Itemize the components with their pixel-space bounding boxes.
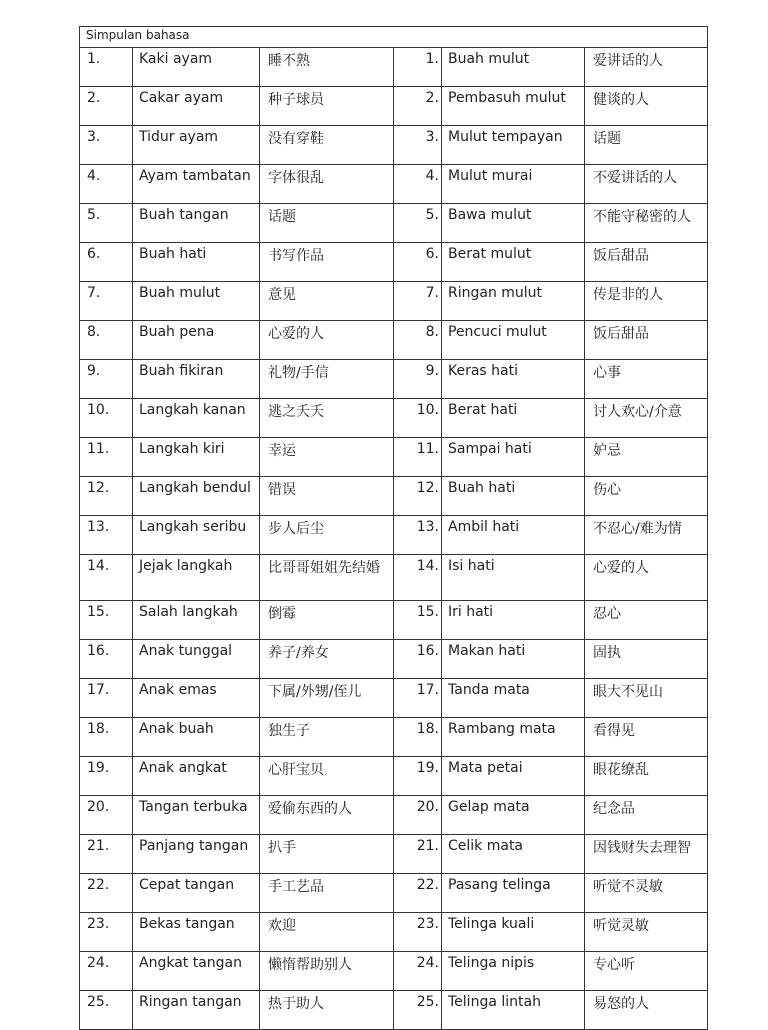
right-meaning: 心事 — [585, 360, 708, 399]
right-meaning: 不爱讲话的人 — [585, 165, 708, 204]
table-caption-row — [80, 27, 708, 48]
right-idiom: Iri hati — [442, 601, 585, 640]
right-number: 24. — [394, 952, 442, 991]
right-number: 19. — [394, 757, 442, 796]
left-number: 22. — [80, 874, 133, 913]
left-number: 17. — [80, 679, 133, 718]
right-idiom: Pasang telinga — [442, 874, 585, 913]
table-row — [80, 874, 708, 913]
right-meaning: 眼大不见山 — [585, 679, 708, 718]
right-number: 4. — [394, 165, 442, 204]
right-meaning: 不忍心/难为情 — [585, 516, 708, 555]
left-number: 16. — [80, 640, 133, 679]
right-idiom: Ringan mulut — [442, 282, 585, 321]
right-idiom: Mulut murai — [442, 165, 585, 204]
right-meaning: 固执 — [585, 640, 708, 679]
table-title: Simpulan bahasa — [80, 27, 708, 48]
table-row — [80, 757, 708, 796]
right-idiom: Pencuci mulut — [442, 321, 585, 360]
right-number: 21. — [394, 835, 442, 874]
right-idiom: Bawa mulut — [442, 204, 585, 243]
left-meaning: 幸运 — [260, 438, 394, 477]
left-idiom: Langkah seribu — [133, 516, 260, 555]
right-meaning: 话题 — [585, 126, 708, 165]
left-number: 7. — [80, 282, 133, 321]
left-idiom: Cepat tangan — [133, 874, 260, 913]
right-meaning: 忍心 — [585, 601, 708, 640]
left-idiom: Tidur ayam — [133, 126, 260, 165]
table-row — [80, 796, 708, 835]
left-meaning: 字体很乱 — [260, 165, 394, 204]
left-meaning: 扒手 — [260, 835, 394, 874]
left-number: 15. — [80, 601, 133, 640]
right-idiom: Makan hati — [442, 640, 585, 679]
right-meaning: 伤心 — [585, 477, 708, 516]
left-meaning: 独生子 — [260, 718, 394, 757]
right-idiom: Berat mulut — [442, 243, 585, 282]
left-meaning: 睡不熟 — [260, 48, 394, 87]
left-number: 6. — [80, 243, 133, 282]
table-row — [80, 718, 708, 757]
left-meaning: 下属/外甥/侄儿 — [260, 679, 394, 718]
left-number: 9. — [80, 360, 133, 399]
left-idiom: Ringan tangan — [133, 991, 260, 1030]
left-number: 23. — [80, 913, 133, 952]
right-number: 15. — [394, 601, 442, 640]
left-idiom: Anak buah — [133, 718, 260, 757]
left-meaning: 热于助人 — [260, 991, 394, 1030]
table-row — [80, 204, 708, 243]
table-row — [80, 438, 708, 477]
left-number: 8. — [80, 321, 133, 360]
left-idiom: Anak angkat — [133, 757, 260, 796]
right-number: 11. — [394, 438, 442, 477]
table-row — [80, 399, 708, 438]
left-idiom: Angkat tangan — [133, 952, 260, 991]
left-meaning: 种子球员 — [260, 87, 394, 126]
left-number: 19. — [80, 757, 133, 796]
left-idiom: Anak emas — [133, 679, 260, 718]
left-meaning: 养子/养女 — [260, 640, 394, 679]
left-meaning: 没有穿鞋 — [260, 126, 394, 165]
right-meaning: 纪念品 — [585, 796, 708, 835]
left-number: 12. — [80, 477, 133, 516]
table-row — [80, 48, 708, 87]
right-number: 17. — [394, 679, 442, 718]
right-idiom: Celik mata — [442, 835, 585, 874]
right-meaning: 听觉灵敏 — [585, 913, 708, 952]
left-idiom: Langkah kanan — [133, 399, 260, 438]
right-idiom: Rambang mata — [442, 718, 585, 757]
right-meaning: 妒忌 — [585, 438, 708, 477]
right-number: 18. — [394, 718, 442, 757]
table-row — [80, 87, 708, 126]
left-number: 3. — [80, 126, 133, 165]
table-row — [80, 640, 708, 679]
right-number: 6. — [394, 243, 442, 282]
left-meaning: 礼物/手信 — [260, 360, 394, 399]
right-meaning: 饭后甜品 — [585, 321, 708, 360]
left-idiom: Buah mulut — [133, 282, 260, 321]
left-idiom: Buah hati — [133, 243, 260, 282]
left-meaning: 爱偷东西的人 — [260, 796, 394, 835]
table-row — [80, 516, 708, 555]
right-idiom: Ambil hati — [442, 516, 585, 555]
left-idiom: Buah pena — [133, 321, 260, 360]
table-row — [80, 679, 708, 718]
left-idiom: Kaki ayam — [133, 48, 260, 87]
table-row — [80, 126, 708, 165]
left-meaning: 心肝宝贝 — [260, 757, 394, 796]
left-number: 14. — [80, 555, 133, 601]
right-idiom: Mata petai — [442, 757, 585, 796]
right-idiom: Tanda mata — [442, 679, 585, 718]
left-idiom: Ayam tambatan — [133, 165, 260, 204]
left-idiom: Jejak langkah — [133, 555, 260, 601]
right-number: 8. — [394, 321, 442, 360]
right-idiom: Berat hati — [442, 399, 585, 438]
right-number: 20. — [394, 796, 442, 835]
right-meaning: 健谈的人 — [585, 87, 708, 126]
table-row — [80, 913, 708, 952]
left-idiom: Cakar ayam — [133, 87, 260, 126]
right-meaning: 心爱的人 — [585, 555, 708, 601]
right-number: 10. — [394, 399, 442, 438]
left-meaning: 心爱的人 — [260, 321, 394, 360]
left-number: 21. — [80, 835, 133, 874]
table-row — [80, 165, 708, 204]
right-meaning: 爱讲话的人 — [585, 48, 708, 87]
left-number: 4. — [80, 165, 133, 204]
right-idiom: Mulut tempayan — [442, 126, 585, 165]
right-idiom: Telinga nipis — [442, 952, 585, 991]
left-idiom: Buah tangan — [133, 204, 260, 243]
right-number: 1. — [394, 48, 442, 87]
left-idiom: Buah fikiran — [133, 360, 260, 399]
right-meaning: 讨人欢心/介意 — [585, 399, 708, 438]
left-meaning: 懒惰帮助别人 — [260, 952, 394, 991]
left-number: 11. — [80, 438, 133, 477]
left-meaning: 意见 — [260, 282, 394, 321]
table-row — [80, 243, 708, 282]
right-number: 12. — [394, 477, 442, 516]
right-idiom: Isi hati — [442, 555, 585, 601]
right-meaning: 饭后甜品 — [585, 243, 708, 282]
left-number: 13. — [80, 516, 133, 555]
right-meaning: 眼花缭乱 — [585, 757, 708, 796]
right-number: 9. — [394, 360, 442, 399]
table-row — [80, 601, 708, 640]
left-number: 18. — [80, 718, 133, 757]
right-number: 25. — [394, 991, 442, 1030]
right-idiom: Pembasuh mulut — [442, 87, 585, 126]
left-number: 10. — [80, 399, 133, 438]
right-meaning: 易怒的人 — [585, 991, 708, 1030]
right-meaning: 听觉不灵敏 — [585, 874, 708, 913]
left-meaning: 倒霉 — [260, 601, 394, 640]
right-idiom: Telinga kuali — [442, 913, 585, 952]
left-idiom: Langkah kiri — [133, 438, 260, 477]
right-idiom: Telinga lintah — [442, 991, 585, 1030]
table-body — [80, 48, 708, 1030]
right-meaning: 专心听 — [585, 952, 708, 991]
table-row — [80, 282, 708, 321]
right-number: 16. — [394, 640, 442, 679]
left-meaning: 逃之夭夭 — [260, 399, 394, 438]
left-idiom: Langkah bendul — [133, 477, 260, 516]
right-idiom: Sampai hati — [442, 438, 585, 477]
left-meaning: 话题 — [260, 204, 394, 243]
left-number: 1. — [80, 48, 133, 87]
table-row — [80, 477, 708, 516]
right-number: 13. — [394, 516, 442, 555]
right-number: 7. — [394, 282, 442, 321]
right-idiom: Buah hati — [442, 477, 585, 516]
right-idiom: Keras hati — [442, 360, 585, 399]
right-meaning: 不能守秘密的人 — [585, 204, 708, 243]
left-idiom: Salah langkah — [133, 601, 260, 640]
right-number: 3. — [394, 126, 442, 165]
left-number: 25. — [80, 991, 133, 1030]
left-number: 20. — [80, 796, 133, 835]
left-idiom: Bekas tangan — [133, 913, 260, 952]
left-meaning: 欢迎 — [260, 913, 394, 952]
left-idiom: Tangan terbuka — [133, 796, 260, 835]
right-number: 5. — [394, 204, 442, 243]
left-meaning: 错误 — [260, 477, 394, 516]
table-row — [80, 952, 708, 991]
left-idiom: Anak tunggal — [133, 640, 260, 679]
table-row — [80, 555, 708, 601]
left-idiom: Panjang tangan — [133, 835, 260, 874]
idiom-table — [79, 26, 708, 1030]
right-meaning: 因钱财失去理智 — [585, 835, 708, 874]
right-number: 22. — [394, 874, 442, 913]
right-number: 14. — [394, 555, 442, 601]
left-number: 2. — [80, 87, 133, 126]
right-number: 23. — [394, 913, 442, 952]
table-row — [80, 360, 708, 399]
right-meaning: 传是非的人 — [585, 282, 708, 321]
table-row — [80, 321, 708, 360]
left-meaning: 书写作品 — [260, 243, 394, 282]
left-meaning: 手工艺品 — [260, 874, 394, 913]
right-idiom: Gelap mata — [442, 796, 585, 835]
right-idiom: Buah mulut — [442, 48, 585, 87]
left-number: 24. — [80, 952, 133, 991]
right-meaning: 看得见 — [585, 718, 708, 757]
left-meaning: 步人后尘 — [260, 516, 394, 555]
right-number: 2. — [394, 87, 442, 126]
table-row — [80, 835, 708, 874]
left-number: 5. — [80, 204, 133, 243]
left-meaning: 比哥哥姐姐先结婚 — [260, 555, 394, 601]
